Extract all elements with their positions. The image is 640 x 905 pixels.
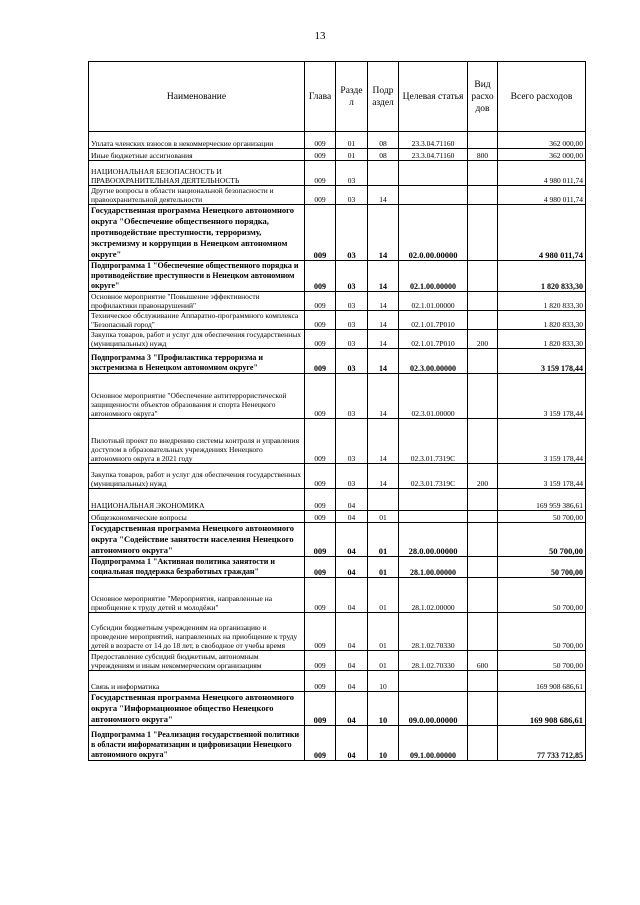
row-target-cell bbox=[399, 671, 468, 692]
row-chapter-cell: 009 bbox=[305, 613, 336, 651]
row-subsection-cell: 14 bbox=[368, 419, 399, 464]
budget-table bbox=[88, 61, 586, 761]
row-chapter-cell: 009 bbox=[305, 419, 336, 464]
header-total: Всего расходов bbox=[498, 62, 586, 132]
row-target-cell bbox=[399, 511, 468, 523]
row-name-cell: Техническое обслуживание Аппаратно-программного комплекса "Безопасный город" bbox=[89, 311, 305, 330]
row-section-cell: 04 bbox=[336, 557, 368, 578]
row-target-cell: 28.1.02.00000 bbox=[399, 578, 468, 613]
row-section-cell: 03 bbox=[336, 292, 368, 311]
row-target-cell: 09.1.00.00000 bbox=[399, 726, 468, 761]
page-number: 13 bbox=[314, 30, 326, 42]
row-chapter-cell: 009 bbox=[305, 186, 336, 205]
row-section-cell: 04 bbox=[336, 578, 368, 613]
row-subsection-cell bbox=[368, 161, 399, 186]
row-chapter-cell: 009 bbox=[305, 205, 336, 261]
row-target-cell: 02.1.01.7P010 bbox=[399, 311, 468, 330]
row-chapter-cell: 009 bbox=[305, 651, 336, 671]
row-subsection-cell: 14 bbox=[368, 186, 399, 205]
row-name-cell: Иные бюджетные ассигнования bbox=[89, 149, 305, 161]
row-target-cell: 02.1.00.00000 bbox=[399, 261, 468, 292]
row-exp-type-cell bbox=[468, 692, 498, 726]
row-name-cell: Основное мероприятие "Обеспечение антитеррористической защищенности объектов образования и спорта Ненецкого автономного округа" bbox=[89, 374, 305, 419]
row-subsection-cell: 10 bbox=[368, 671, 399, 692]
row-target-cell bbox=[399, 161, 468, 186]
table-row bbox=[89, 374, 586, 419]
row-target-cell: 28.1.00.00000 bbox=[399, 557, 468, 578]
row-chapter-cell: 009 bbox=[305, 557, 336, 578]
row-exp-type-cell bbox=[468, 132, 498, 149]
row-name-cell: Государственная программа Ненецкого автономного округа "Обеспечение общественного порядка, противодействие преступности, терроризму, экстремизму и коррупции в Ненецком автономном округе" bbox=[89, 205, 305, 261]
header-subsection: Подр аздел bbox=[368, 62, 399, 132]
row-exp-type-cell bbox=[468, 374, 498, 419]
row-subsection-cell: 08 bbox=[368, 132, 399, 149]
row-subsection-cell: 14 bbox=[368, 292, 399, 311]
table-header-row bbox=[89, 62, 586, 132]
row-name-cell: Связь и информатика bbox=[89, 671, 305, 692]
row-chapter-cell: 009 bbox=[305, 161, 336, 186]
table-row bbox=[89, 464, 586, 489]
table-row bbox=[89, 132, 586, 149]
table-row bbox=[89, 149, 586, 161]
row-chapter-cell: 009 bbox=[305, 578, 336, 613]
row-subsection-cell: 14 bbox=[368, 205, 399, 261]
row-total-cell: 77 733 712,85 bbox=[498, 726, 586, 761]
row-chapter-cell: 009 bbox=[305, 132, 336, 149]
table-row bbox=[89, 578, 586, 613]
table-body bbox=[89, 132, 586, 761]
row-subsection-cell: 01 bbox=[368, 557, 399, 578]
row-name-cell: Подпрограмма 1 "Реализация государственной политики в области информатизации и цифровизации Ненецкого автономного округа" bbox=[89, 726, 305, 761]
row-name-cell: Основное мероприятие "Повышение эффективности профилактики правонарушений" bbox=[89, 292, 305, 311]
row-chapter-cell: 009 bbox=[305, 311, 336, 330]
row-total-cell: 50 700,00 bbox=[498, 511, 586, 523]
row-section-cell: 03 bbox=[336, 186, 368, 205]
row-name-cell: НАЦИОНАЛЬНАЯ БЕЗОПАСНОСТЬ И ПРАВООХРАНИТЕЛЬНАЯ ДЕЯТЕЛЬНОСТЬ bbox=[89, 161, 305, 186]
row-target-cell: 28.0.00.00000 bbox=[399, 523, 468, 557]
row-target-cell: 02.3.00.00000 bbox=[399, 349, 468, 374]
row-exp-type-cell bbox=[468, 205, 498, 261]
header-name: Наименование bbox=[89, 62, 305, 132]
row-target-cell bbox=[399, 186, 468, 205]
row-subsection-cell: 08 bbox=[368, 149, 399, 161]
table-row bbox=[89, 726, 586, 761]
row-target-cell: 28.1.02.70330 bbox=[399, 651, 468, 671]
row-name-cell: Подпрограмма 1 "Обеспечение общественного порядка и противодействие преступности в Ненецком автономном округе" bbox=[89, 261, 305, 292]
row-total-cell: 50 700,00 bbox=[498, 578, 586, 613]
table-row bbox=[89, 292, 586, 311]
row-target-cell: 02.0.00.00000 bbox=[399, 205, 468, 261]
row-chapter-cell: 009 bbox=[305, 349, 336, 374]
row-section-cell: 03 bbox=[336, 330, 368, 349]
row-total-cell: 3 159 178,44 bbox=[498, 464, 586, 489]
row-exp-type-cell bbox=[468, 557, 498, 578]
row-name-cell: Государственная программа Ненецкого автономного округа "Информационное общество Ненецкого автономного округа" bbox=[89, 692, 305, 726]
row-exp-type-cell bbox=[468, 419, 498, 464]
row-subsection-cell: 14 bbox=[368, 349, 399, 374]
row-total-cell: 362 000,00 bbox=[498, 132, 586, 149]
row-total-cell: 3 159 178,44 bbox=[498, 419, 586, 464]
row-subsection-cell: 01 bbox=[368, 511, 399, 523]
table-row bbox=[89, 330, 586, 349]
row-chapter-cell: 009 bbox=[305, 464, 336, 489]
row-target-cell: 02.3.01.7319C bbox=[399, 419, 468, 464]
row-exp-type-cell: 200 bbox=[468, 464, 498, 489]
row-target-cell: 23.3.04.71160 bbox=[399, 132, 468, 149]
row-section-cell: 03 bbox=[336, 205, 368, 261]
row-total-cell: 169 959 386,61 bbox=[498, 489, 586, 511]
row-subsection-cell: 14 bbox=[368, 330, 399, 349]
row-total-cell: 169 908 686,61 bbox=[498, 671, 586, 692]
row-chapter-cell: 009 bbox=[305, 292, 336, 311]
table-row bbox=[89, 489, 586, 511]
table-row bbox=[89, 523, 586, 557]
row-section-cell: 03 bbox=[336, 464, 368, 489]
row-chapter-cell: 009 bbox=[305, 726, 336, 761]
row-total-cell: 3 159 178,44 bbox=[498, 374, 586, 419]
table-row bbox=[89, 671, 586, 692]
row-target-cell: 02.1.01.7P010 bbox=[399, 330, 468, 349]
row-name-cell: Уплата членских взносов в некоммерческие организации bbox=[89, 132, 305, 149]
row-exp-type-cell bbox=[468, 578, 498, 613]
row-subsection-cell: 01 bbox=[368, 613, 399, 651]
row-name-cell: Государственная программа Ненецкого автономного округа "Содействие занятости населения Ненецкого автономного округа" bbox=[89, 523, 305, 557]
row-subsection-cell bbox=[368, 489, 399, 511]
row-target-cell: 09.0.00.00000 bbox=[399, 692, 468, 726]
row-subsection-cell: 01 bbox=[368, 578, 399, 613]
table-row bbox=[89, 651, 586, 671]
row-exp-type-cell bbox=[468, 726, 498, 761]
row-exp-type-cell bbox=[468, 161, 498, 186]
row-target-cell: 02.1.01.00000 bbox=[399, 292, 468, 311]
row-name-cell: НАЦИОНАЛЬНАЯ ЭКОНОМИКА bbox=[89, 489, 305, 511]
table-row bbox=[89, 186, 586, 205]
row-name-cell: Предоставление субсидий бюджетным, автономным учреждениям и иным некоммерческим организациям bbox=[89, 651, 305, 671]
row-subsection-cell: 10 bbox=[368, 692, 399, 726]
row-target-cell: 02.3.01.7319C bbox=[399, 464, 468, 489]
row-section-cell: 04 bbox=[336, 489, 368, 511]
row-section-cell: 04 bbox=[336, 523, 368, 557]
row-total-cell: 1 820 833,30 bbox=[498, 330, 586, 349]
row-exp-type-cell: 600 bbox=[468, 651, 498, 671]
table-row bbox=[89, 261, 586, 292]
row-name-cell: Общеэкономические вопросы bbox=[89, 511, 305, 523]
row-chapter-cell: 009 bbox=[305, 149, 336, 161]
row-subsection-cell: 14 bbox=[368, 311, 399, 330]
row-subsection-cell: 14 bbox=[368, 261, 399, 292]
row-total-cell: 169 908 686,61 bbox=[498, 692, 586, 726]
table-row bbox=[89, 349, 586, 374]
row-name-cell: Пилотный проект по внедрению системы контроля и управления доступом в образовательных учреждениях Ненецкого автономного округа в 2021 году bbox=[89, 419, 305, 464]
row-section-cell: 03 bbox=[336, 261, 368, 292]
row-total-cell: 50 700,00 bbox=[498, 523, 586, 557]
row-total-cell: 362 000,00 bbox=[498, 149, 586, 161]
row-exp-type-cell: 800 bbox=[468, 149, 498, 161]
row-name-cell: Субсидии бюджетным учреждениям на организацию и проведение мероприятий, направленных на приобщение к труду детей в возрасте от 14 до 18 лет, в свободное от учебы время bbox=[89, 613, 305, 651]
row-subsection-cell: 01 bbox=[368, 523, 399, 557]
row-name-cell: Подпрограмма 1 "Активная политика занятости и социальная поддержка безработных граждан" bbox=[89, 557, 305, 578]
row-chapter-cell: 009 bbox=[305, 261, 336, 292]
row-total-cell: 4 980 011,74 bbox=[498, 205, 586, 261]
table-row bbox=[89, 311, 586, 330]
header-chapter: Глава bbox=[305, 62, 336, 132]
row-exp-type-cell bbox=[468, 671, 498, 692]
row-total-cell: 1 820 833,30 bbox=[498, 261, 586, 292]
row-chapter-cell: 009 bbox=[305, 374, 336, 419]
row-exp-type-cell bbox=[468, 292, 498, 311]
row-section-cell: 04 bbox=[336, 692, 368, 726]
row-chapter-cell: 009 bbox=[305, 671, 336, 692]
header-section: Разде л bbox=[336, 62, 368, 132]
row-total-cell: 4 980 011,74 bbox=[498, 161, 586, 186]
row-total-cell: 50 700,00 bbox=[498, 557, 586, 578]
row-subsection-cell: 01 bbox=[368, 651, 399, 671]
row-chapter-cell: 009 bbox=[305, 330, 336, 349]
row-total-cell: 3 159 178,44 bbox=[498, 349, 586, 374]
row-exp-type-cell bbox=[468, 511, 498, 523]
row-subsection-cell: 14 bbox=[368, 464, 399, 489]
row-section-cell: 03 bbox=[336, 419, 368, 464]
row-section-cell: 04 bbox=[336, 651, 368, 671]
row-exp-type-cell bbox=[468, 186, 498, 205]
row-name-cell: Подпрограмма 3 "Профилактика терроризма и экстремизма в Ненецком автономном округе" bbox=[89, 349, 305, 374]
row-total-cell: 50 700,00 bbox=[498, 651, 586, 671]
row-name-cell: Основное мероприятие "Мероприятия, направленные на приобщение к труду детей и молодёжи" bbox=[89, 578, 305, 613]
row-chapter-cell: 009 bbox=[305, 511, 336, 523]
row-subsection-cell: 10 bbox=[368, 726, 399, 761]
table-row bbox=[89, 205, 586, 261]
row-target-cell: 02.3.01.00000 bbox=[399, 374, 468, 419]
row-exp-type-cell bbox=[468, 613, 498, 651]
table-row bbox=[89, 557, 586, 578]
row-exp-type-cell: 200 bbox=[468, 330, 498, 349]
row-section-cell: 04 bbox=[336, 671, 368, 692]
row-exp-type-cell bbox=[468, 349, 498, 374]
row-chapter-cell: 009 bbox=[305, 489, 336, 511]
row-section-cell: 03 bbox=[336, 374, 368, 419]
row-name-cell: Закупка товаров, работ и услуг для обеспечения государственных (муниципальных) нужд bbox=[89, 330, 305, 349]
row-section-cell: 04 bbox=[336, 726, 368, 761]
row-name-cell: Другие вопросы в области национальной безопасности и правоохранительной деятельности bbox=[89, 186, 305, 205]
row-total-cell: 4 980 011,74 bbox=[498, 186, 586, 205]
row-exp-type-cell bbox=[468, 311, 498, 330]
row-section-cell: 03 bbox=[336, 311, 368, 330]
row-section-cell: 03 bbox=[336, 349, 368, 374]
table-row bbox=[89, 692, 586, 726]
row-exp-type-cell bbox=[468, 489, 498, 511]
table-row bbox=[89, 511, 586, 523]
row-section-cell: 03 bbox=[336, 161, 368, 186]
row-chapter-cell: 009 bbox=[305, 523, 336, 557]
header-target: Целевая статья bbox=[399, 62, 468, 132]
row-total-cell: 1 820 833,30 bbox=[498, 292, 586, 311]
row-exp-type-cell bbox=[468, 261, 498, 292]
row-name-cell: Закупка товаров, работ и услуг для обеспечения государственных (муниципальных) нужд bbox=[89, 464, 305, 489]
row-section-cell: 01 bbox=[336, 132, 368, 149]
row-target-cell bbox=[399, 489, 468, 511]
row-target-cell: 28.1.02.70330 bbox=[399, 613, 468, 651]
row-section-cell: 01 bbox=[336, 149, 368, 161]
row-chapter-cell: 009 bbox=[305, 692, 336, 726]
table-row bbox=[89, 419, 586, 464]
row-target-cell: 23.3.04.71160 bbox=[399, 149, 468, 161]
row-exp-type-cell bbox=[468, 523, 498, 557]
row-total-cell: 1 820 833,30 bbox=[498, 311, 586, 330]
row-subsection-cell: 14 bbox=[368, 374, 399, 419]
row-total-cell: 50 700,00 bbox=[498, 613, 586, 651]
table-row bbox=[89, 161, 586, 186]
row-section-cell: 04 bbox=[336, 511, 368, 523]
header-exp-type: Вид расхо дов bbox=[468, 62, 498, 132]
table-row bbox=[89, 613, 586, 651]
row-section-cell: 04 bbox=[336, 613, 368, 651]
